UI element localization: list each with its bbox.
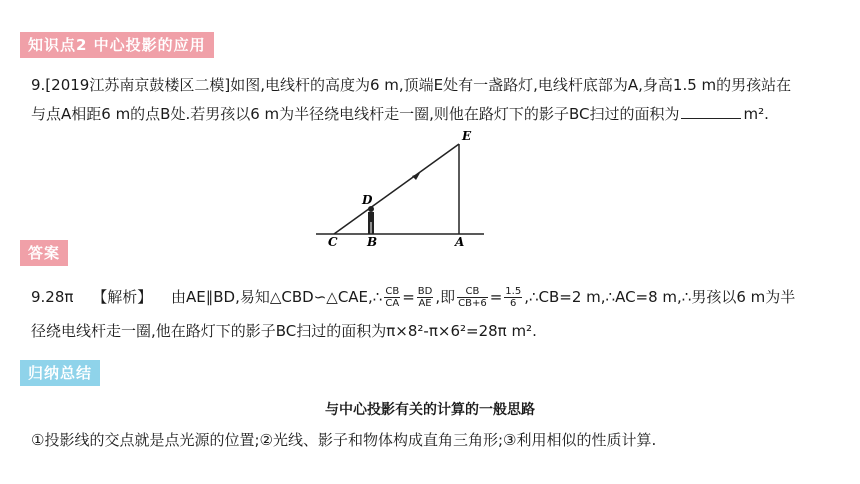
question-line-2-text: 与点A相距6 m的点B处.若男孩以6 m为半径绕电线杆走一圈,则他在路灯下的影子BC扫过的面积为: [31, 105, 680, 123]
analysis-text-3: ,∴CB=2 m,∴AC=8 m,∴男孩以6 m为半: [524, 288, 796, 306]
answer-line-2: 径绕电线杆走一圈,他在路灯下的影子BC扫过的面积为π×8²-π×6²=28π m².: [31, 322, 537, 340]
question-unit: m².: [743, 105, 769, 123]
question-line-1: 9.[2019江苏南京鼓楼区二模]如图,电线杆的高度为6 m,顶端E处有一盏路灯,电线杆底部为A,身高1.5 m的男孩站在: [31, 76, 792, 94]
answer-blank: [681, 104, 741, 119]
fraction-cb-cb6: $\frac{CB}{CB+6}$: [458, 286, 487, 309]
question-line-2: [31, 103, 769, 125]
summary-tag: 归纳总结: [20, 360, 100, 386]
geometry-figure: [312, 126, 492, 248]
answer-tag: 答案: [20, 240, 68, 266]
label-e: E: [462, 129, 472, 143]
label-c: C: [328, 235, 338, 248]
answer-value: 9.28π: [31, 288, 74, 306]
answer-line-1: 9.28π 【解析】 由AE∥BD,易知△CBD∽△CAE,∴ $\frac{CB}{CA}$ = $\frac{BD}{AE}$ ,即 $\frac{CB}{CB+6}$ = $\frac{1.5}{6}$ ,∴CB=2 m,∴AC=8 m,∴男孩以6 m为半: [31, 286, 796, 309]
label-b: B: [367, 235, 378, 248]
fraction-bd-ae: $\frac{BD}{AE}$: [417, 286, 433, 309]
fraction-cb-ca: $\frac{CB}{CA}$: [385, 286, 400, 309]
boy-icon: [368, 206, 374, 234]
summary-title: 与中心投影有关的计算的一般思路: [325, 402, 535, 418]
summary-body: ①投影线的交点就是点光源的位置;②光线、影子和物体构成直角三角形;③利用相似的性质计算.: [31, 431, 657, 449]
analysis-text-2: ,即: [435, 288, 456, 306]
label-d: D: [362, 193, 373, 207]
light-ray: [334, 144, 459, 234]
fraction-1-5-6: $\frac{1.5}{6}$: [505, 286, 522, 309]
label-a: A: [455, 235, 465, 248]
analysis-label: 【解析】: [92, 288, 153, 306]
section-tag: 知识点2 中心投影的应用: [20, 32, 214, 58]
analysis-text-1: 由AE∥BD,易知△CBD∽△CAE,∴: [171, 288, 383, 306]
